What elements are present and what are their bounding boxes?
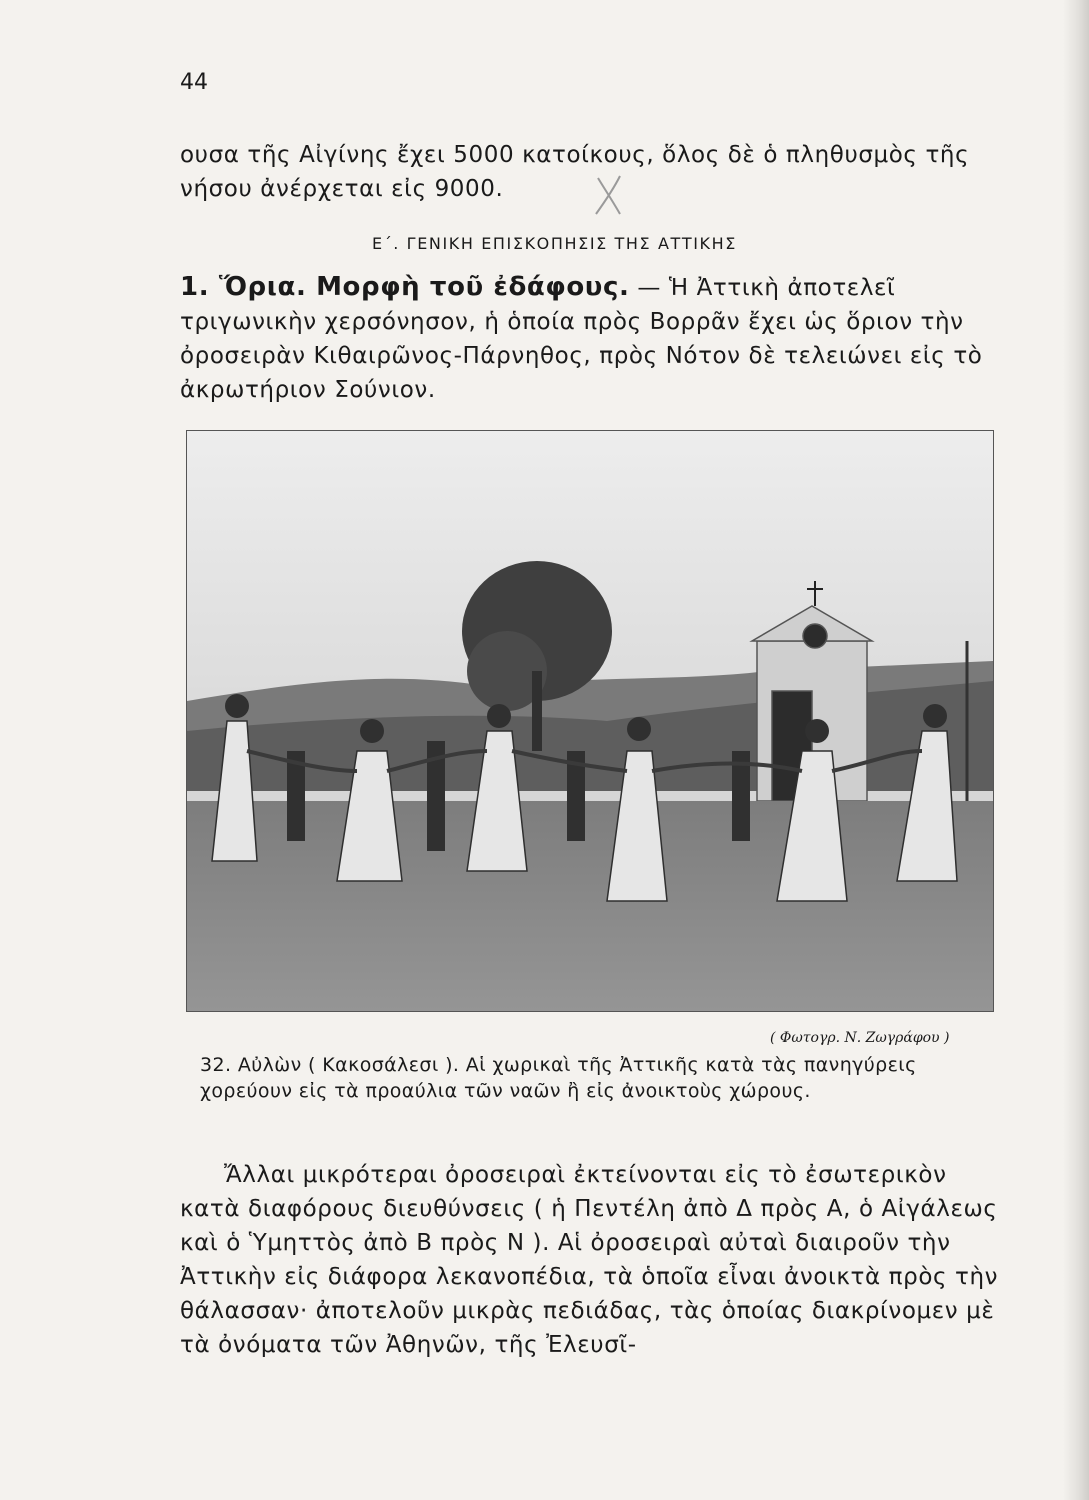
subsection-title: 1. Ὅρια. Μορφὴ τοῦ ἐδάφους.	[180, 272, 630, 302]
paragraph-aegina-population: ουσα τῆς Αἰγίνης ἔχει 5000 κατοίκους, ὅλος δὲ ὁ πληθυσμὸς τῆς νήσου ἀνέρχεται εἰς 9000.	[180, 142, 970, 202]
page-edge-shadow	[1063, 0, 1089, 1500]
subsection-text: — Ἡ Ἀττικὴ ἀποτελεῖ τριγωνικὴν χερσόνησον, ἡ ὁποία πρὸς Βορρᾶν ἔχει ὡς ὅριον τὴν ὀροσειρὰν Κιθαιρῶνος-Πάρνηθος, πρὸς Νότον δὲ τελειώνει εἰς τὸ ἀκρωτήριον Σούνιον.	[180, 275, 983, 403]
paragraph-mountain-ranges: Ἄλλαι μικρότεραι ὀροσειραὶ ἐκτείνονται εἰς τὸ ἐσωτερικὸν κατὰ διαφόρους διευθύνσεις ( ἡ Πεντέλη ἀπὸ Δ πρὸς Α, ὁ Αἰγάλεως καὶ ὁ Ὑμηττὸς ἀπὸ Β πρὸς Ν ). Αἱ ὀροσειραὶ αὐταὶ διαιροῦν τὴν Ἀττικὴν εἰς διάφορα λεκανοπέδια, τὰ ὁποῖα εἶναι ἀνοικτὰ πρὸς τὴν θάλασσαν· ἀποτελοῦν μικρὰς πεδιάδας, τὰς ὁποίας διακρίνομεν μὲ τὰ ὀνόματα τῶν Ἀθηνῶν, τῆς Ἐλευσῖ-	[180, 1162, 999, 1358]
figure-caption: 32. Αὐλὼν ( Κακοσάλεσι ). Αἱ χωρικαὶ τῆς Ἀττικῆς κατὰ τὰς πανηγύρεις χορεύουν εἰς τὰ προαύλια τῶν ναῶν ἢ εἰς ἀνοικτοὺς χώρους.	[200, 1054, 917, 1102]
page-number: 44	[180, 70, 208, 95]
photograph-village-dance	[186, 430, 994, 1012]
section-heading: Ε΄. ΓΕΝΙΚΗ ΕΠΙΣΚΟΠΗΣΙΣ ΤΗΣ ΑΤΤΙΚΗΣ	[372, 234, 737, 253]
photo-illustration	[187, 431, 993, 1011]
paragraph-borders	[180, 270, 1010, 407]
photo-credit: ( Φωτογρ. Ν. Ζωγράφου )	[770, 1030, 950, 1046]
pencil-x-mark	[590, 170, 630, 220]
